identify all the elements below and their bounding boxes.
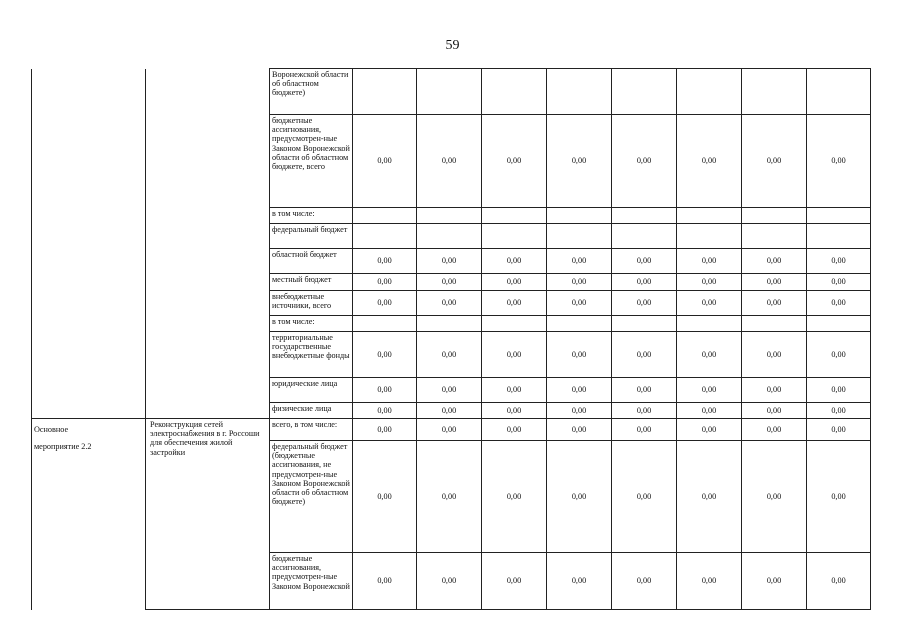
value-cell: 0,00 <box>677 419 742 441</box>
value-cell: 0,00 <box>417 115 482 208</box>
value-cell <box>612 224 677 249</box>
value-cell: 0,00 <box>417 249 482 274</box>
value-cell: 0,00 <box>353 403 417 419</box>
table-row <box>32 419 871 441</box>
value-cell <box>417 208 482 224</box>
status-cell <box>32 249 146 274</box>
value-cell: 0,00 <box>482 332 547 378</box>
event-status-cell <box>32 419 146 610</box>
status-cell <box>32 115 146 208</box>
description-cell <box>146 332 270 378</box>
value-cell: 0,00 <box>612 291 677 316</box>
value-cell: 0,00 <box>417 553 482 610</box>
value-cell: 0,00 <box>547 419 612 441</box>
value-cell: 0,00 <box>417 291 482 316</box>
value-cell <box>482 69 547 115</box>
value-cell: 0,00 <box>742 291 807 316</box>
value-cell: 0,00 <box>482 553 547 610</box>
status-cell <box>32 403 146 419</box>
status-cell <box>32 69 146 115</box>
status-cell <box>32 332 146 378</box>
value-cell: 0,00 <box>677 378 742 403</box>
row-label: бюджетные ассигнования, предусмотрен-ные Законом Воронежской <box>270 553 353 610</box>
row-label: местный бюджет <box>270 274 353 291</box>
value-cell: 0,00 <box>677 553 742 610</box>
value-cell: 0,00 <box>353 274 417 291</box>
value-cell: 0,00 <box>482 441 547 553</box>
value-cell: 0,00 <box>612 332 677 378</box>
value-cell: 0,00 <box>742 115 807 208</box>
table-row <box>32 274 871 291</box>
value-cell: 0,00 <box>807 249 871 274</box>
value-cell: 0,00 <box>807 553 871 610</box>
description-cell <box>146 208 270 224</box>
value-cell: 0,00 <box>807 274 871 291</box>
description-cell <box>146 291 270 316</box>
value-cell <box>807 224 871 249</box>
value-cell: 0,00 <box>807 332 871 378</box>
value-cell <box>353 316 417 332</box>
value-cell: 0,00 <box>677 249 742 274</box>
value-cell <box>547 224 612 249</box>
row-label: областной бюджет <box>270 249 353 274</box>
value-cell: 0,00 <box>742 378 807 403</box>
value-cell: 0,00 <box>547 441 612 553</box>
status-cell <box>32 378 146 403</box>
value-cell <box>742 208 807 224</box>
value-cell: 0,00 <box>417 274 482 291</box>
value-cell <box>807 208 871 224</box>
value-cell: 0,00 <box>547 332 612 378</box>
value-cell <box>417 224 482 249</box>
value-cell: 0,00 <box>677 441 742 553</box>
value-cell <box>482 208 547 224</box>
value-cell: 0,00 <box>482 115 547 208</box>
value-cell: 0,00 <box>612 115 677 208</box>
table-row <box>32 249 871 274</box>
value-cell: 0,00 <box>677 403 742 419</box>
value-cell: 0,00 <box>807 115 871 208</box>
value-cell: 0,00 <box>742 249 807 274</box>
table-row <box>32 115 871 208</box>
value-cell <box>547 208 612 224</box>
value-cell: 0,00 <box>547 274 612 291</box>
description-cell <box>146 274 270 291</box>
value-cell: 0,00 <box>353 291 417 316</box>
value-cell <box>742 69 807 115</box>
description-cell <box>146 224 270 249</box>
funding-table <box>31 68 871 610</box>
row-label: в том числе: <box>270 208 353 224</box>
value-cell: 0,00 <box>807 378 871 403</box>
value-cell: 0,00 <box>807 419 871 441</box>
table-row <box>32 316 871 332</box>
value-cell: 0,00 <box>353 249 417 274</box>
value-cell <box>417 69 482 115</box>
value-cell: 0,00 <box>677 291 742 316</box>
status-cell <box>32 274 146 291</box>
page-number: 59 <box>445 38 460 53</box>
value-cell <box>742 316 807 332</box>
value-cell <box>547 69 612 115</box>
value-cell: 0,00 <box>353 378 417 403</box>
table-row <box>32 332 871 378</box>
value-cell: 0,00 <box>547 291 612 316</box>
value-cell: 0,00 <box>417 332 482 378</box>
value-cell: 0,00 <box>677 115 742 208</box>
value-cell: 0,00 <box>417 378 482 403</box>
event-description: Реконструкция сетей электроснабжения в г. Россоши для обеспечения жилой застройки <box>146 419 270 610</box>
description-cell <box>146 378 270 403</box>
status-cell <box>32 208 146 224</box>
description-cell <box>146 69 270 115</box>
value-cell: 0,00 <box>547 249 612 274</box>
table-row <box>32 208 871 224</box>
value-cell <box>353 224 417 249</box>
row-label: всего, в том числе: <box>270 419 353 441</box>
value-cell: 0,00 <box>742 441 807 553</box>
event-name: мероприятие 2.2 <box>34 442 92 452</box>
value-cell <box>677 316 742 332</box>
event-status: Основное <box>34 425 69 434</box>
description-cell <box>146 249 270 274</box>
value-cell: 0,00 <box>612 249 677 274</box>
value-cell <box>482 224 547 249</box>
value-cell <box>482 316 547 332</box>
value-cell: 0,00 <box>482 403 547 419</box>
value-cell: 0,00 <box>612 553 677 610</box>
value-cell: 0,00 <box>742 403 807 419</box>
value-cell: 0,00 <box>417 441 482 553</box>
value-cell: 0,00 <box>612 274 677 291</box>
value-cell: 0,00 <box>417 419 482 441</box>
value-cell <box>417 316 482 332</box>
value-cell <box>677 208 742 224</box>
value-cell <box>612 316 677 332</box>
value-cell <box>807 69 871 115</box>
row-label: Воронежской области об областном бюджете) <box>270 69 353 115</box>
table-row <box>32 291 871 316</box>
value-cell: 0,00 <box>547 553 612 610</box>
value-cell: 0,00 <box>807 403 871 419</box>
row-label: внебюджетные источники, всего <box>270 291 353 316</box>
value-cell: 0,00 <box>353 419 417 441</box>
value-cell: 0,00 <box>353 441 417 553</box>
value-cell: 0,00 <box>482 419 547 441</box>
value-cell: 0,00 <box>547 403 612 419</box>
value-cell <box>612 69 677 115</box>
value-cell: 0,00 <box>482 378 547 403</box>
value-cell: 0,00 <box>742 332 807 378</box>
value-cell <box>742 224 807 249</box>
status-cell <box>32 316 146 332</box>
status-cell <box>32 291 146 316</box>
value-cell: 0,00 <box>417 403 482 419</box>
value-cell: 0,00 <box>612 441 677 553</box>
row-label: юридические лица <box>270 378 353 403</box>
value-cell: 0,00 <box>353 332 417 378</box>
description-cell <box>146 115 270 208</box>
value-cell: 0,00 <box>677 274 742 291</box>
value-cell: 0,00 <box>612 419 677 441</box>
value-cell: 0,00 <box>612 403 677 419</box>
value-cell: 0,00 <box>742 553 807 610</box>
row-label: в том числе: <box>270 316 353 332</box>
value-cell: 0,00 <box>742 274 807 291</box>
value-cell: 0,00 <box>547 378 612 403</box>
table-row <box>32 224 871 249</box>
value-cell: 0,00 <box>353 115 417 208</box>
value-cell <box>677 224 742 249</box>
row-label: бюджетные ассигнования, предусмотрен-ные Законом Воронежской области об областном бюджете, всего <box>270 115 353 208</box>
table-row <box>32 69 871 115</box>
row-label: физические лица <box>270 403 353 419</box>
row-label: федеральный бюджет <box>270 224 353 249</box>
row-label: федеральный бюджет (бюджетные ассигнования, не предусмотрен-ные Законом Воронежской области об областном бюджете) <box>270 441 353 553</box>
value-cell: 0,00 <box>807 291 871 316</box>
value-cell <box>547 316 612 332</box>
value-cell <box>807 316 871 332</box>
description-cell <box>146 316 270 332</box>
value-cell: 0,00 <box>742 419 807 441</box>
value-cell: 0,00 <box>353 553 417 610</box>
value-cell <box>677 69 742 115</box>
table-row <box>32 378 871 403</box>
value-cell: 0,00 <box>482 291 547 316</box>
value-cell: 0,00 <box>547 115 612 208</box>
value-cell: 0,00 <box>482 274 547 291</box>
value-cell: 0,00 <box>482 249 547 274</box>
value-cell <box>612 208 677 224</box>
value-cell: 0,00 <box>677 332 742 378</box>
value-cell <box>353 69 417 115</box>
description-cell <box>146 403 270 419</box>
value-cell <box>353 208 417 224</box>
row-label: территориальные государственные внебюджетные фонды <box>270 332 353 378</box>
status-cell <box>32 224 146 249</box>
value-cell: 0,00 <box>612 378 677 403</box>
value-cell: 0,00 <box>807 441 871 553</box>
table-row <box>32 403 871 419</box>
